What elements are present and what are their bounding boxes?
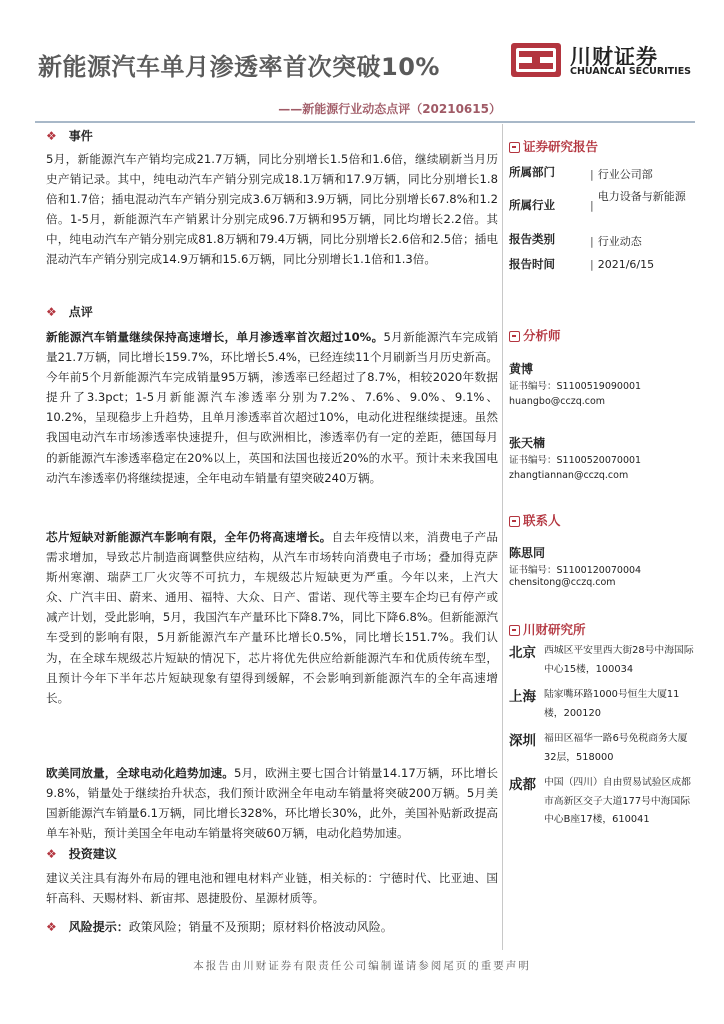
office-address: 福田区福华一路6号免税商务大厦32层，518000 (544, 733, 688, 763)
invest-body: 建议关注具有海外布局的锂电池和锂电材料产业链，相关标的：宁德时代、比亚迪、国轩高科、天赐材料、新宙邦、恩捷股份、星源材质等。 (46, 871, 498, 906)
paragraph-lead: 欧美同放量，全球电动化趋势加速。 (46, 766, 235, 780)
info-label: 报告时间 (509, 257, 555, 271)
contact-icon (509, 516, 520, 527)
analyst-icon (509, 331, 520, 342)
research-icon (509, 625, 520, 636)
office-city: 深圳 (509, 733, 536, 749)
office-address: 中国（四川）自由贸易试验区成都市高新区交子大道177号中海国际中心B座17楼，610041 (544, 777, 691, 825)
analyst-cert: 证书编号：S1100519090001 (509, 381, 642, 392)
report-icon (509, 142, 520, 153)
footer-disclaimer: 本报告由川财证券有限责任公司编制谨请参阅尾页的重要声明 (193, 960, 531, 972)
office-city: 成都 (509, 777, 536, 793)
header-divider (35, 121, 695, 123)
info-value: | 2021/6/15 (590, 258, 655, 271)
info-label: 报告类别 (509, 232, 555, 246)
office-address: 西城区平安里西大街28号中海国际中心15楼，100034 (544, 645, 694, 675)
paragraph-lead: 新能源汽车销量继续保持高速增长，单月渗透率首次超过10%。 (46, 330, 384, 344)
chuancai-logo-icon (510, 42, 562, 78)
analyst-name: 张天楠 (509, 436, 546, 450)
section-heading-invest: ❖ 投资建议 (46, 847, 117, 861)
analyst-email[interactable]: zhangtiannan@cczq.com (509, 470, 629, 481)
office-address: 陆家嘴环路1000号恒生大厦11楼，200120 (544, 689, 680, 719)
contact-name: 陈思同 (509, 546, 546, 560)
logo-text-en: CHUANCAI SECURITIES (570, 66, 692, 77)
diamond-bullet-icon: ❖ (46, 847, 57, 861)
page-title: 新能源汽车单月渗透率首次突破10% (38, 53, 440, 81)
office-city: 北京 (509, 645, 536, 661)
risk-line: ❖ 风险提示：政策风险；销量不及预期；原材料价格波动风险。 (46, 920, 393, 934)
office-city: 上海 (509, 689, 536, 705)
diamond-bullet-icon: ❖ (46, 920, 57, 934)
column-divider (502, 124, 503, 950)
contact-heading: 联系人 (509, 511, 561, 529)
comments-paragraph-3: 欧美同放量，全球电动化趋势加速。5月，欧洲主要七国合计销量14.17万辆，环比增长9.8%，销量处于继续抬升状态，我们预计欧洲全年电动车销量将突破200万辆。5月美国新能源汽车销量6.1万辆，同比增长328%，环比增长30%，此外，美国补贴新政提高单车补贴，预计美国全年电动车销量将突破60万辆，电动化趋势加速。 (46, 766, 498, 841)
info-value: | 行业公司部 (590, 168, 653, 181)
info-value: | 行业动态 (590, 235, 642, 248)
diamond-bullet-icon: ❖ (46, 129, 57, 143)
analyst-email[interactable]: huangbo@cczq.com (509, 396, 606, 407)
comments-paragraph-2: 芯片短缺对新能源汽车影响有限，全年仍将高速增长。自去年疫情以来，消费电子产品需求增加，导致芯片制造商调整供应结构，从汽车市场转向消费电子市场；叠加得克萨斯州寒潮、瑞萨工厂火灾等不可抗力，车规级芯片短缺更为严重。今年以来，上汽大众、广汽丰田、蔚来、通用、福特、大众、日产、雷诺、现代等主要车企均已有停产或减产计划，受此影响，5月，我国汽车产量环比下降8.7%，同比下降6.8%。但新能源汽车受到的影响有限，5月新能源汽车产量环比增长0.5%，同比增长151.7%。我们认为，在全球车规级芯片短缺的情况下，芯片将优先供应给新能源汽车和优质传统车型，且预计今年下半年芯片短缺现象有望得到缓解，不会影响到新能源汽车的全年高速增长。 (46, 530, 498, 705)
contact-email[interactable]: chensitong@cczq.com (509, 577, 616, 588)
logo-text-cn: 川财证券 (570, 45, 658, 69)
analyst-name: 黄博 (509, 362, 534, 376)
info-label: 所属行业 (509, 198, 555, 212)
section-heading-events: ❖ 事件 (46, 129, 93, 143)
section-heading-comments: ❖ 点评 (46, 305, 93, 319)
contact-cert: 证书编号：S1100120070004 (509, 565, 642, 576)
events-body: 5月，新能源汽车产销均完成21.7万辆，同比分别增长1.5倍和1.6倍，继续刷新当月历史产销记录。其中，纯电动汽车产销分别完成18.1万辆和17.9万辆，同比分别增长1.8倍和1.7倍；插电混动汽车产销分别完成3.6万辆和3.9万辆，同比分别增长67.8%和1.2倍。1-5月，新能源汽车产销累计分别完成96.7万辆和95万辆，同比均增长2.2倍。其中，纯电动汽车产销分别完成81.8万辆和79.4万辆，同比分别增长2.6倍和2.5倍；插电混动汽车产销分别完成14.9万辆和15.6万辆，同比分别增长1.1倍和1.3倍。 (46, 152, 498, 267)
diamond-bullet-icon: ❖ (46, 305, 57, 319)
research-heading: 川财研究所 (509, 620, 586, 638)
report-heading: 证券研究报告 (509, 137, 598, 155)
page-subtitle: ——新能源行业动态点评（20210615） (278, 102, 501, 116)
paragraph-lead: 芯片短缺对新能源汽车影响有限，全年仍将高速增长。 (46, 530, 332, 544)
comments-paragraph-1: 新能源汽车销量继续保持高速增长，单月渗透率首次超过10%。5月新能源汽车完成销量21.7万辆，同比增长159.7%，环比增长5.4%，已经连续11个月刷新当月历史新高。今年前5个月新能源汽车完成销量95万辆，渗透率已经超过了8.7%，相较2020年数据提升了3.3pct；1-5月新能源汽车渗透率分别为7.2%、7.6%、9.0%、9.1%、10.2%，呈现稳步上升趋势，且单月渗透率首次超过10%，电动化进程继续提速。虽然我国电动汽车市场渗透率快速提升，但与欧洲相比，渗透率仍有一定的差距，德国每月的新能源汽车渗透率稳定在20%以上，英国和法国也接近20%的水平。预计未来我国电动汽车渗透率仍将继续提速，全年电动车销量有望突破240万辆。 (46, 330, 498, 485)
analyst-heading: 分析师 (509, 326, 561, 344)
analyst-cert: 证书编号：S1100520070001 (509, 455, 642, 466)
info-value: | 电力设备与新能源 (590, 190, 686, 212)
info-label: 所属部门 (509, 165, 555, 179)
